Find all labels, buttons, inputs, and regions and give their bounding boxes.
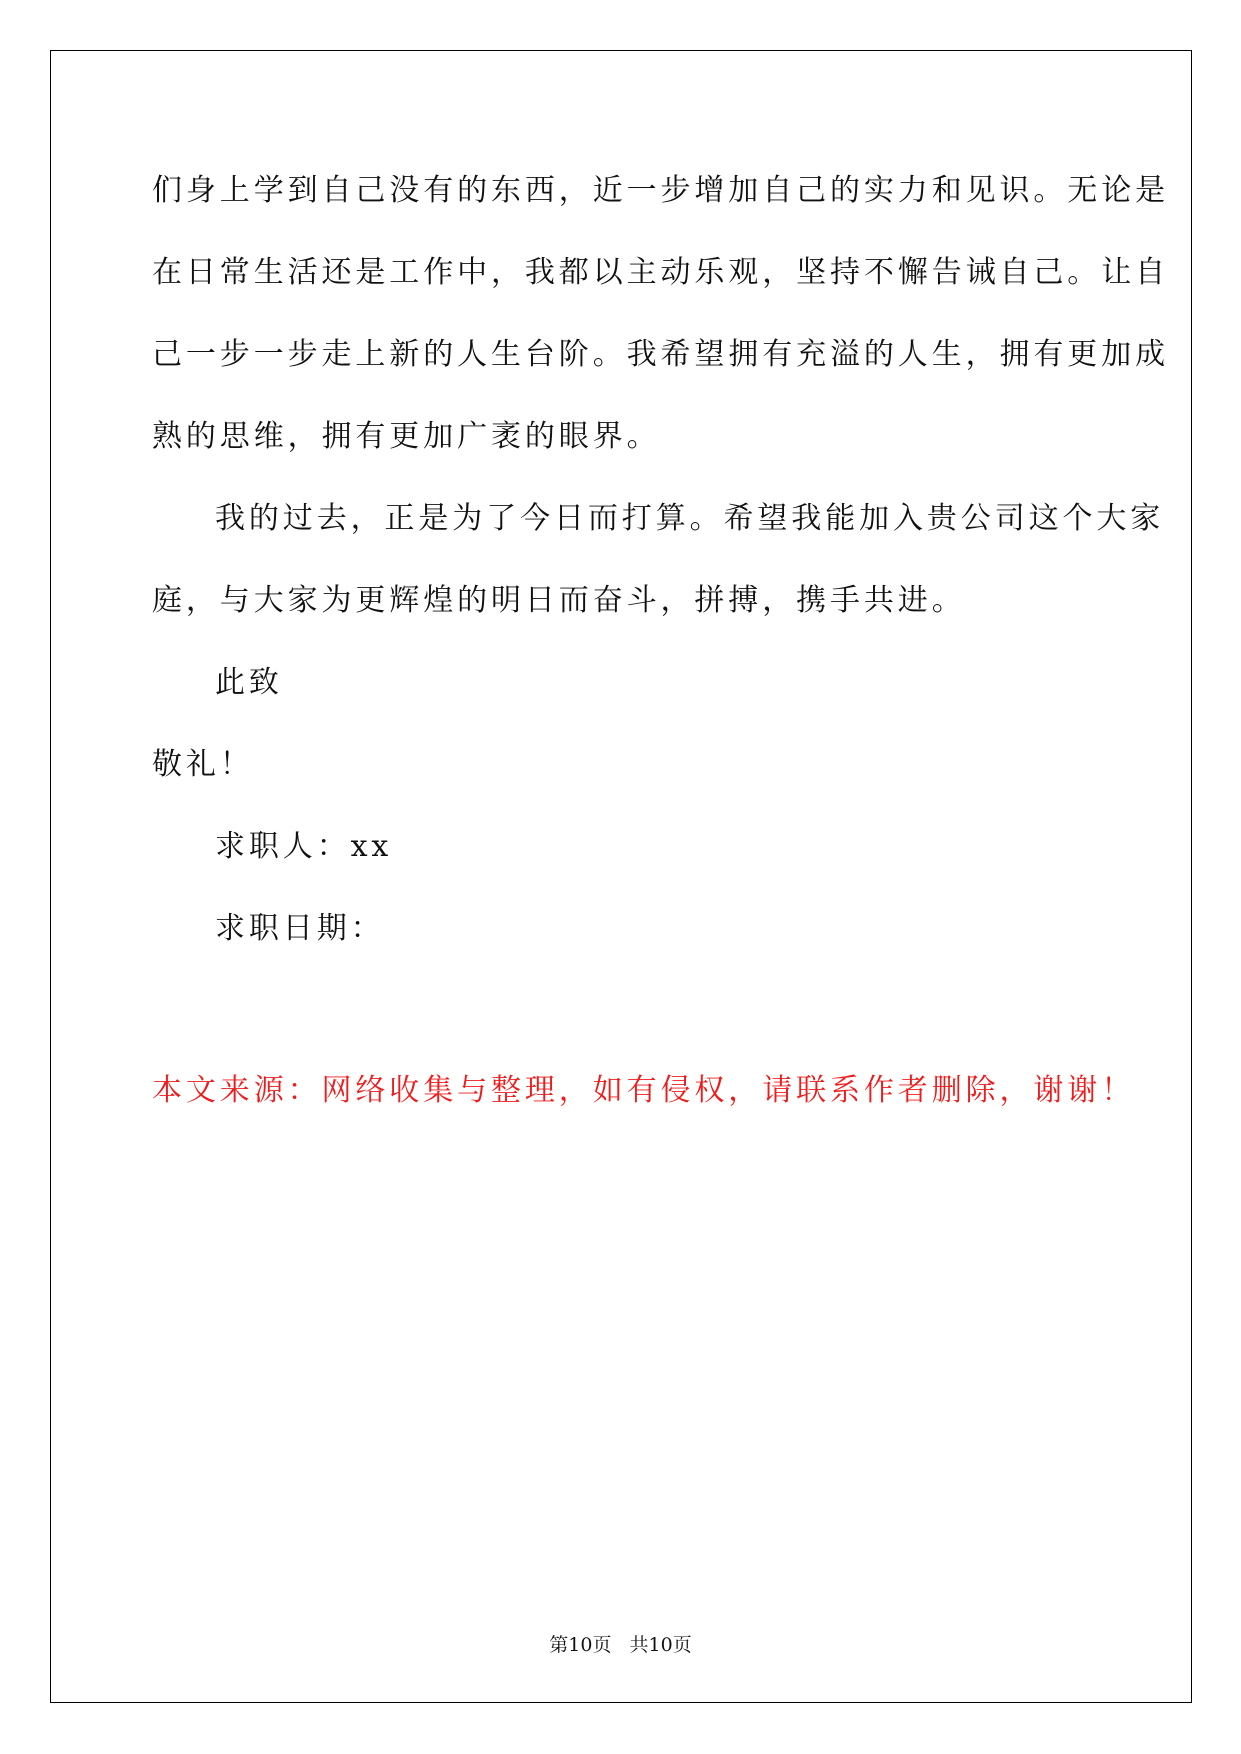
page-number: 第10页 [549,1634,612,1656]
closing-regards: 敬礼！ [152,747,254,782]
paragraph-line: 在日常生活还是工作中，我都以主动乐观，坚持不懈告诫自己。让自 [152,255,1169,290]
paragraph-line: 己一步一步走上新的人生台阶。我希望拥有充溢的人生，拥有更加成 [152,337,1169,372]
paragraph-line: 庭，与大家为更辉煌的明日而奋斗，拼搏，携手共进。 [152,583,966,618]
closing-salutation: 此致 [215,665,283,700]
blank-space [152,980,1092,1060]
source-note: 本文来源：网络收集与整理，如有侵权，请联系作者删除，谢谢！ [152,1073,1136,1108]
paragraph-line: 熟的思维，拥有更加广袤的眼界。 [152,419,661,454]
page-footer [0,1630,1241,1657]
paragraph-line: 我的过去，正是为了今日而打算。希望我能加入贵公司这个大家 [215,501,1165,536]
document-body [152,160,1169,1142]
paragraph-line: 们身上学到自己没有的东西，近一步增加自己的实力和见识。无论是 [152,173,1169,208]
page-total: 共10页 [629,1634,692,1656]
application-date: 求职日期： [215,911,385,946]
applicant-name: 求职人：xx [215,829,393,864]
